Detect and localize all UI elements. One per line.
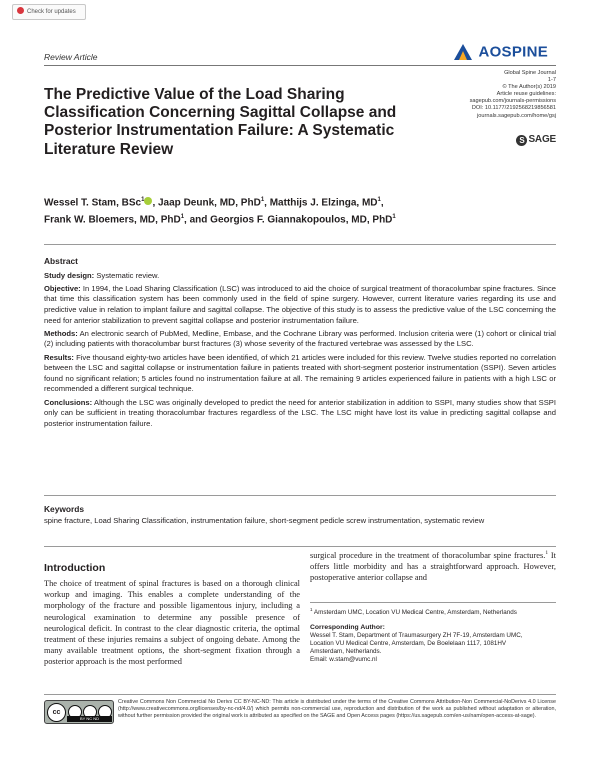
license-text: Creative Commons Non Commercial No Derivs CC BY-NC-ND: This article is distributed under the terms of the Creative Commons Attribution-Non Commercial-NoDerivs 4.0 License (http://www.creativecommons.org/licenses/by-nc-nd/4.0/) which permits non-commercial use, reproduction and distribution of the work as published without adaptation or alteration, without further permission provided the original work is attributed as specified on the SAGE and Open Access pages (https://us.sagepub.com/en-us/nam/open-access-at-sage).: [118, 699, 556, 720]
author-name[interactable]: Frank W. Bloemers, MD, PhD: [44, 214, 181, 226]
author-list: Wessel T. Stam, BSc$^1$ , Jaap Deunk, MD, PhD$^1$, Matthijs J. Elzinga, $MD^1$, Frank W. Bloemers, MD, PhD$^1$, and Georgios F. Giannakopoulos, MD, PhD$^1$: [44, 197, 396, 226]
sage-icon: S: [516, 135, 527, 146]
affiliation-marker: 1: [141, 197, 145, 203]
author-name[interactable]: Jaap Deunk, MD, PhD: [158, 197, 261, 209]
body-divider: [44, 546, 556, 547]
paragraph: The choice of treatment of spinal fractures is based on a thorough clinical workup and imaging. This enables a complete understanding of the morphology of the fracture and possible ligamentous injury, including a neurological examination to determine any possible presence of neurological deficit. In contrast to the clear diagnostic criteria, the optimal treatment of these injuries remains a subject of ongoing debate. Among the many available treatment options, the short-segment fixation through a posterior approach is the most performed: [44, 579, 300, 667]
publisher-logo: [516, 134, 556, 146]
abstract-results: Results: Five thousand eighty-two articles have been identified, of which 21 articles were included for this review. Twelve studies reported no correlation between the LSC and sagittal collapse or instrumentation failure in patients treated with short-segment posterior instrumentation (SSPI). Seven articles found no significant relation; 5 articles found no instrumentation failure at all. The remaining 9 articles experienced failure in patients with a high LSC or recommended a different surgical technique.: [44, 352, 556, 394]
abstract-study-design: Study design: Systematic review.: [44, 270, 160, 280]
abstract-heading: Abstract: [44, 256, 78, 266]
author-name[interactable]: Matthijs J. Elzinga, MD: [269, 197, 378, 209]
journal-name: Global Spine Journal: [504, 70, 556, 76]
abstract-top-divider: [44, 244, 556, 245]
journal-home-link[interactable]: journals.sagepub.com/home/gsj: [477, 112, 556, 119]
doi[interactable]: DOI: 10.1177/2192568219856581: [471, 105, 556, 112]
affiliation-marker: 1: [260, 197, 265, 203]
article-type: Review Article: [44, 52, 98, 62]
crossmark-icon: [17, 7, 24, 14]
corresponding-author-heading: Corresponding Author:: [310, 624, 385, 631]
author-and: and: [189, 214, 208, 226]
keywords-list: spine fracture, Load Sharing Classification, instrumentation failure, short-segment pedicle screw instrumentation, systematic review: [44, 516, 485, 525]
cc-icon: cc: [47, 703, 66, 722]
check-for-updates-label: Check for updates: [27, 9, 76, 15]
cc-license-badge[interactable]: [44, 700, 114, 724]
abstract-bottom-divider: [44, 495, 556, 496]
abstract-conclusions: Conclusions: Although the LSC was originally developed to predict the need for anterior stabilization in addition to SSPI, many studies show that SSPI only can be sufficient in treating thoracolumbar fractures regardless of the LSC. The LSC might have lost its value in predicting sagittal collapse and posterior instrumentation failure.: [44, 397, 556, 428]
cc-badge-label: BY NC ND: [67, 716, 112, 722]
header-divider: [44, 65, 556, 66]
aospine-logo-icon: [452, 42, 474, 62]
journal-info: [470, 70, 556, 120]
affiliation-marker: 1: [377, 197, 381, 203]
article-title: The Predictive Value of the Load Sharing Classification Concerning Sagittal Collapse and Posterior Instrumentation Failure: A Systematic Literature Review: [44, 86, 397, 158]
author-name[interactable]: Georgios F. Giannakopoulos, MD, PhD: [210, 214, 393, 226]
keywords-heading: Keywords: [44, 504, 85, 514]
abstract: [44, 256, 556, 432]
corresponding-author: Corresponding Author: Wessel T. Stam, Department of Traumasurgery ZH 7F-19, Amsterdam UMC, Location VU Medical Centre, Amsterdam, De Boelelaan 1117, 1081HV Amsterdam, Netherlands. Email: w.stam@vumc.nl: [310, 624, 556, 664]
introduction-right-column: [310, 548, 556, 583]
license-divider: [44, 694, 556, 695]
check-for-updates-badge[interactable]: [12, 4, 86, 20]
introduction-left-column: [44, 578, 300, 668]
publisher-name: SAGE: [528, 134, 556, 145]
affiliation-marker: 1: [180, 214, 185, 221]
introduction-heading: Introduction: [44, 562, 106, 574]
journal-logo: [452, 42, 548, 62]
abstract-methods: Methods: An electronic search of PubMed, Medline, Embase, and the Cochrane Library was performed. Inclusion criteria were (1) cohort or clinical trial (2) including patients with thoracolumbar burst fractures (3) whose severity of the fractured vertebrae was assessed by the LSC.: [44, 328, 556, 349]
reuse-guidelines-label: Article reuse guidelines:: [496, 91, 556, 98]
footnote-divider: [310, 602, 556, 603]
logo-text: AOSPINE: [478, 43, 549, 61]
affiliation-marker: 1: [392, 214, 396, 221]
author-name[interactable]: Wessel T. Stam, BSc: [44, 197, 142, 209]
page-range: 1-7: [547, 77, 556, 84]
citation-marker[interactable]: 1: [545, 550, 549, 556]
paragraph: surgical procedure in the treatment of thoracolumbar spine fractures.$^1$ It offers little morbidity and has a straightforward approach. However, postoperative anterior collapse and: [310, 550, 556, 583]
abstract-objective: Objective: In 1994, the Load Sharing Classification (LSC) was introduced to aid the choice of surgical treatment of thoracolumbar spine fractures. Since that time this classification system has been commonly used in the field of spine surgery. However, current literature varies regarding its use and predictive value in relation to implant failure and sagittal collapse. The objective of this study is to assess the predictive value of the LSC concerning the need for anterior stabilization to prevent sagittal collapse and posterior instrumentation failure.: [44, 283, 556, 325]
permissions-link[interactable]: sagepub.com/journals-permissions: [469, 98, 556, 105]
email-link[interactable]: Email: w.stam@vumc.nl: [310, 656, 377, 663]
copyright: © The Author(s) 2019: [502, 84, 556, 91]
affiliation-footnote: $^1$ Amsterdam UMC, Location VU Medical Centre, Amsterdam, Netherlands: [310, 607, 517, 617]
